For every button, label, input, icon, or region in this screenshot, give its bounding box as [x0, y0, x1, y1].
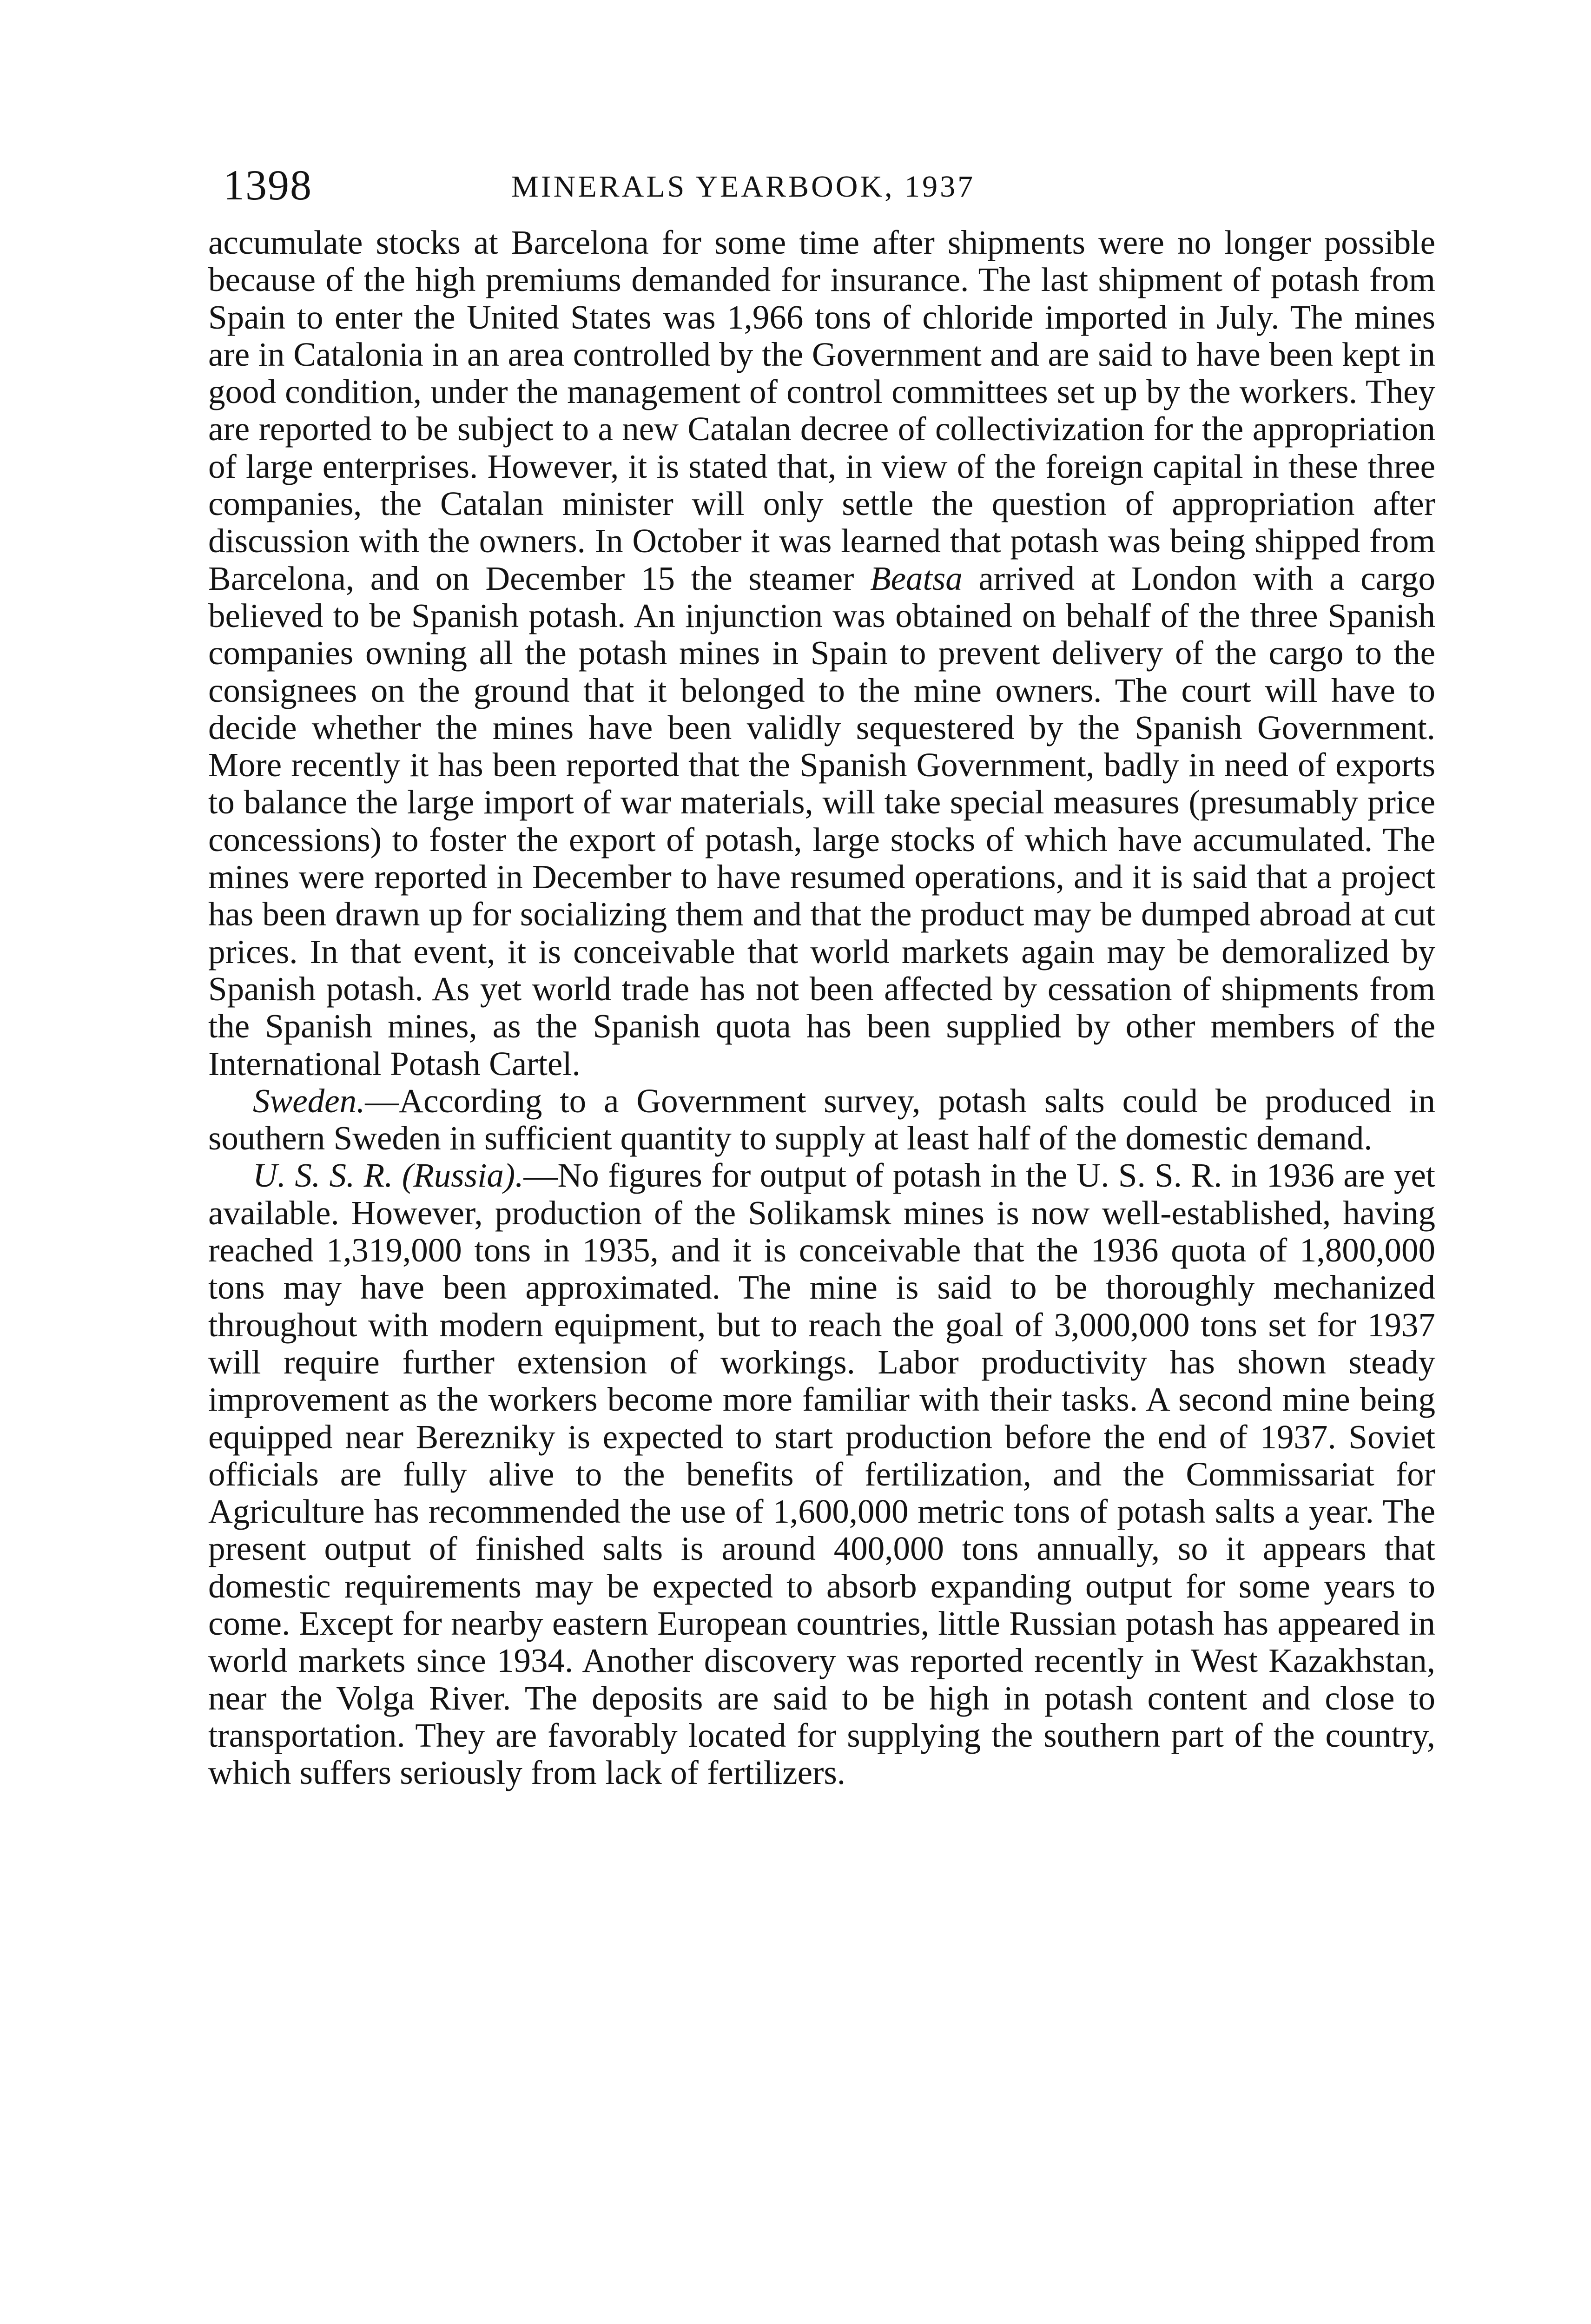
running-head — [223, 157, 1455, 213]
body-text — [208, 224, 1435, 1791]
ussr-heading: U. S. S. R. (Russia). — [253, 1156, 524, 1195]
page-number: 1398 — [223, 161, 312, 209]
spain-text-part-2: arrived at London with a cargo believed to be Spanish potash. An injunction was obtained on behalf of the three Spanish companies owning all the potash mines in Spain to prevent delivery of the cargo to the consignees on the ground that it belonged to the mine owners. The court will have to decide whether the mines have been validly sequestered by the Spanish Government. More recently it has been reported that the Spanish Government, badly in need of exports to balance the large import of war materials, will take special measures (presumably price concessions) to foster the export of potash, large stocks of which have accumulated. The mines were reported in December to have resumed operations, and it is said that a project has been drawn up for socializing them and that the product may be dumped abroad at cut prices. In that event, it is conceivable that world markets again may be demoralized by Spanish potash. As yet world trade has not been affected by cessation of shipments from the Spanish mines, as the Spanish quota has been supplied by other members of the International Potash Cartel. — [208, 559, 1436, 1083]
running-title: MINERALS YEARBOOK, 1937 — [511, 170, 976, 204]
sweden-text: —According to a Government survey, potash salts could be produced in southern Sweden in sufficient quantity to supply at least half of the domestic demand. — [208, 1082, 1435, 1157]
paragraph-sweden — [208, 1083, 1435, 1157]
sweden-heading: Sweden. — [253, 1082, 365, 1120]
paragraph-spain-continued — [208, 224, 1435, 1083]
spain-text-part-1: accumulate stocks at Barcelona for some time after shipments were no longer possible because of the high premiums demanded for insurance. The last shipment of potash from Spain to enter the United States was 1,966 tons of chloride imported in July. The mines are in Catalonia in an area controlled by the Government and are said to have been kept in good condition, under the management of control committees set up by the workers. They are reported to be subject to a new Catalan decree of collectivization for the appropriation of large enterprises. However, it is stated that, in view of the foreign capital in these three companies, the Catalan minister will only settle the question of appropriation after discussion with the owners. In October it was learned that potash was being shipped from Barcelona, and on December 15 the steamer — [208, 224, 1435, 597]
paragraph-ussr — [208, 1157, 1435, 1791]
ussr-text: —No figures for output of potash in the U. S. S. R. in 1936 are yet available. However, production of the Solikamsk mines is now well-established, having reached 1,319,000 tons in 1935, and it is conceivable that the 1936 quota of 1,800,000 tons may have been approximated. The mine is said to be thoroughly mechanized throughout with modern equipment, but to reach the goal of 3,000,000 tons set for 1937 will require further extension of workings. Labor productivity has shown steady improvement as the workers become more familiar with their tasks. A second mine being equipped near Berezniky is expected to start production before the end of 1937. Soviet officials are fully alive to the benefits of fertilization, and the Commissariat for Agriculture has recommended the use of 1,600,000 metric tons of potash salts a year. The present output of finished salts is around 400,000 tons annually, so it appears that domestic requirements may be expected to absorb expanding output for some years to come. Except for nearby eastern European countries, little Russian potash has appeared in world markets since 1934. Another discovery was reported recently in West Kazakhstan, near the Volga River. The deposits are said to be high in potash content and close to transportation. They are favorably located for supplying the southern part of the country, which suffers seriously from lack of fertilizers. — [208, 1156, 1435, 1792]
ship-name: Beatsa — [870, 559, 963, 597]
